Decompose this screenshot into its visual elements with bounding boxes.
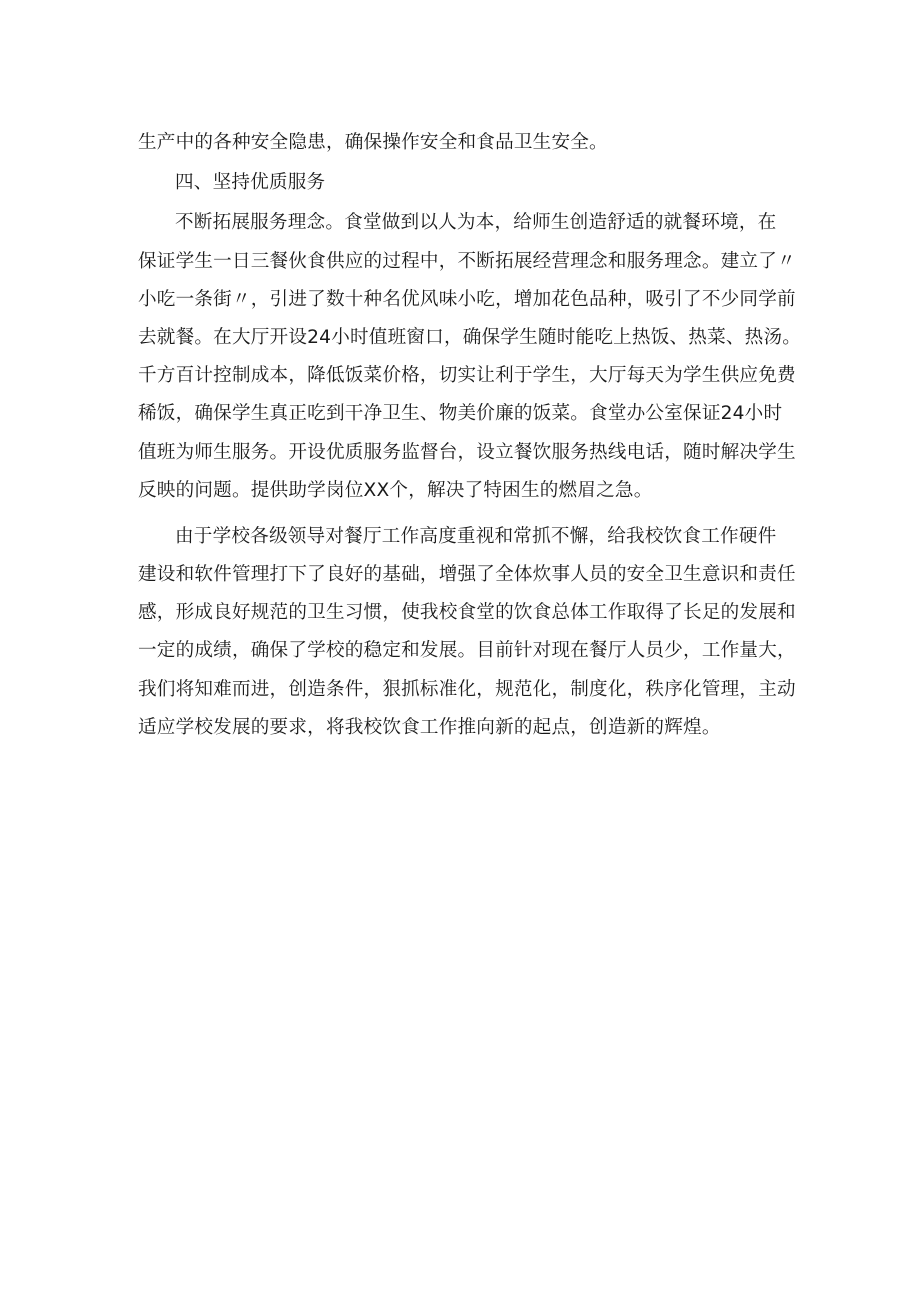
text-line: 小吃一条街〃，引进了数十种名优风味小吃，增加花色品种，吸引了不少同学前 bbox=[138, 288, 796, 310]
text-line: 稀饭，确保学生真正吃到干净卫生、物美价廉的饭菜。食堂办公室保证24小时 bbox=[138, 403, 783, 425]
paragraph-service bbox=[138, 204, 802, 510]
text-line: 一定的成绩，确保了学校的稳定和发展。目前针对现在餐厅人员少，工作量大， bbox=[138, 640, 796, 662]
text-line: 感，形成良好规范的卫生习惯，使我校食堂的饮食总体工作取得了长足的发展和 bbox=[138, 602, 796, 624]
text-line: 千方百计控制成本，降低饭菜价格，切实让利于学生，大厅每天为学生供应免费 bbox=[138, 365, 796, 387]
text-line: 不断拓展服务理念。食堂做到以人为本，给师生创造舒适的就餐环境，在 bbox=[175, 212, 777, 234]
text-line: 去就餐。在大厅开设24小时值班窗口，确保学生随时能吃上热饭、热菜、热汤。 bbox=[138, 326, 802, 348]
text-line: 反映的问题。提供助学岗位XX个，解决了特困生的燃眉之急。 bbox=[138, 479, 653, 501]
document-body bbox=[138, 124, 802, 747]
section-heading: 四、坚持优质服务 bbox=[175, 172, 326, 194]
text-line: 建设和软件管理打下了良好的基础，增强了全体炊事人员的安全卫生意识和责任 bbox=[138, 564, 796, 586]
text-line: 我们将知难而进，创造条件，狠抓标准化，规范化，制度化，秩序化管理，主动 bbox=[138, 678, 796, 700]
text-line: 保证学生一日三餐伙食供应的过程中，不断拓展经营理念和服务理念。建立了〃 bbox=[138, 250, 796, 272]
text-line: 生产中的各种安全隐患，确保操作安全和食品卫生安全。 bbox=[138, 132, 608, 153]
text-line: 适应学校发展的要求，将我校饮食工作推向新的起点，创造新的辉煌。 bbox=[138, 716, 721, 738]
paragraph-summary bbox=[138, 518, 796, 747]
text-line: 由于学校各级领导对餐厅工作高度重视和常抓不懈，给我校饮食工作硬件 bbox=[175, 525, 777, 547]
text-line: 值班为师生服务。开设优质服务监督台，设立餐饮服务热线电话，随时解决学生 bbox=[138, 441, 796, 463]
